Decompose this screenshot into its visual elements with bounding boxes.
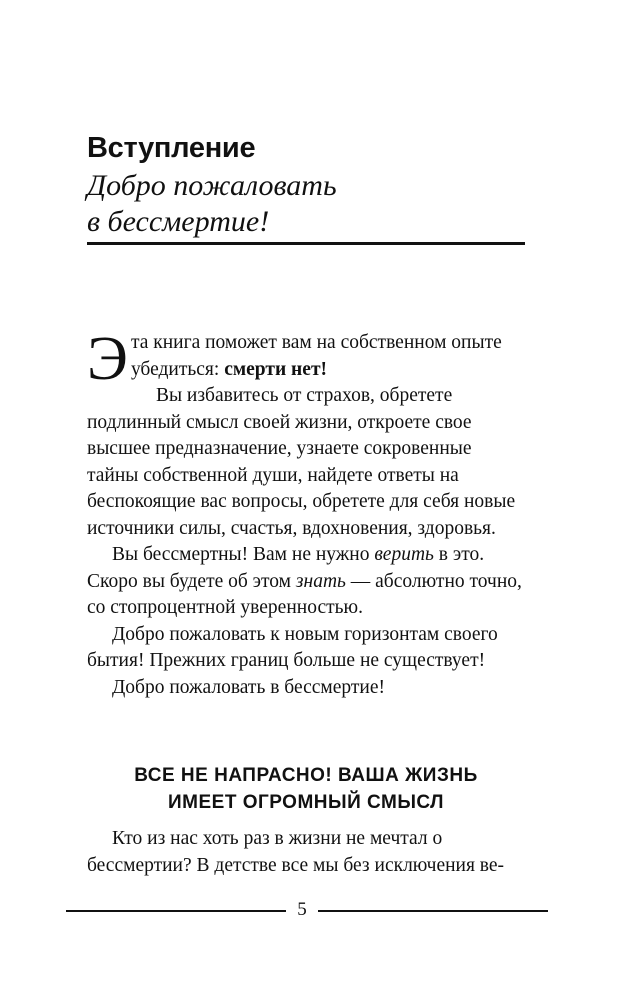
chapter-title-line-1: Добро пожаловать — [87, 169, 337, 202]
intro-paragraph-3-part-b: в это. Скоро вы будете об этом — [87, 544, 485, 592]
section-heading-line-2: ИМЕЕТ ОГРОМНЫЙ СМЫСЛ — [167, 792, 445, 813]
intro-paragraph-5: Добро пожаловать в бессмертие! — [112, 676, 386, 698]
chapter-title-line-2: в бессмертие! — [87, 205, 270, 238]
title-underline-rule — [87, 242, 525, 245]
intro-paragraph-1-text: та книга поможет вам на собственном опыте убедиться: — [130, 332, 502, 380]
footer-rule-left — [66, 910, 286, 912]
intro-paragraph-3 — [87, 542, 525, 622]
section-heading — [87, 762, 525, 816]
footer-rule-right — [318, 910, 548, 912]
drop-cap-letter: Э — [87, 325, 128, 393]
intro-text-block — [87, 325, 525, 701]
intro-paragraph-2: Вы избавитесь от страхов, обретете подлинный смысл своей жизни, откроете свое высшее предназначение, узнаете сокровенные тайны собственной души, найдете ответы на беспокоящие вас вопросы, обретете для себя новые источники силы, счастья, вдохновения, здоровья. — [87, 385, 516, 539]
section-paragraph-1: Кто из нас хоть раз в жизни не мечтал о бессмертии? В детстве все мы без исключения ве- — [87, 828, 505, 876]
intro-paragraph-1 — [87, 325, 525, 393]
section-text-block — [87, 826, 525, 879]
intro-paragraph-3-part-c: — абсолютно точно, со стопроцентной уверенностью. — [87, 570, 522, 618]
intro-paragraph-1-emphasis: смерти нет! — [224, 358, 328, 380]
intro-paragraph-3-italic-believe: верить — [374, 544, 434, 565]
page-number: 5 — [297, 899, 307, 920]
chapter-title — [87, 168, 337, 240]
intro-paragraph-3-part-a: Вы бессмертны! Вам не нужно — [112, 544, 375, 565]
intro-paragraph-4: Добро пожаловать к новым горизонтам своего бытия! Прежних границ больше не существует! — [87, 623, 498, 671]
section-heading-line-1: ВСЕ НЕ НАПРАСНО! ВАША ЖИЗНЬ — [134, 765, 478, 786]
chapter-label: Вступление — [87, 132, 256, 164]
intro-paragraph-3-italic-know: знать — [295, 570, 346, 592]
